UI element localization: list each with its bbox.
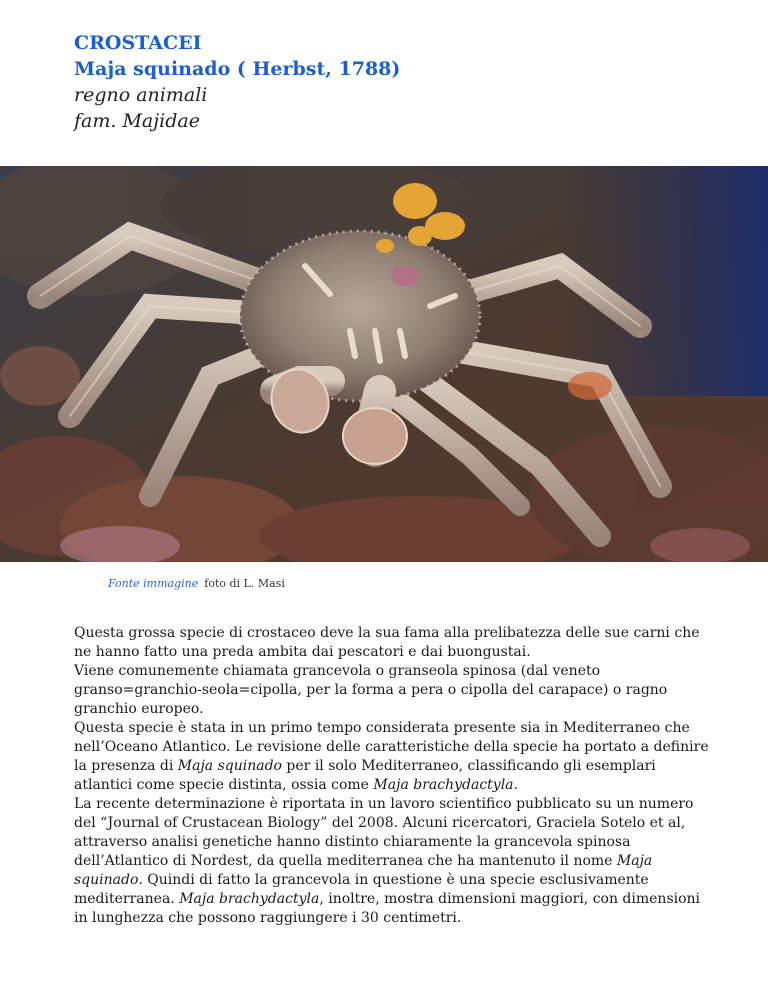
- family-label: fam. Majidae: [74, 110, 200, 132]
- category-title: CROSTACEI: [74, 32, 202, 54]
- photo-caption: [108, 577, 285, 591]
- paragraph-3: [74, 719, 714, 795]
- image-source-link[interactable]: Fonte immagine: [108, 577, 199, 590]
- species-title: Maja squinado ( Herbst, 1788): [74, 58, 401, 80]
- paragraph-1: Questa grossa specie di crostaceo deve la sua fama alla prelibatezza delle sue carni che ne hanno fatto una preda ambita dai pescatori e dai buongustai.: [74, 625, 700, 660]
- document-header: [74, 30, 714, 134]
- paragraph-4: [74, 795, 714, 928]
- kingdom-label: regno animali: [74, 84, 208, 106]
- paragraph-4-text-b: . Quindi di fatto la grancevola in questione è una specie esclusivamente mediterranea.: [74, 872, 649, 907]
- paragraph-4-text-c: , inoltre, mostra dimensioni maggiori, con dimensioni in lunghezza che possono raggiungere i 30 centimetri.: [74, 891, 701, 926]
- paragraph-3-text-a: Questa specie è stata in un primo tempo considerata presente sia in Mediterraneo che nell’Oceano Atlantico. Le revisione delle caratteristiche della specie ha portato a definire la presenza di: [74, 720, 709, 774]
- crab-photo-illustration: [0, 166, 768, 562]
- article-body: [74, 624, 714, 928]
- species-name-italic: Maja brachydactyla: [373, 777, 514, 793]
- photo-credit: foto di L. Masi: [204, 577, 285, 590]
- species-name-italic: Maja brachydactyla: [179, 891, 320, 907]
- species-name-italic: Maja squinado: [177, 758, 282, 774]
- paragraph-3-text-b: per il solo Mediterraneo, classificando gli esemplari atlantici come specie distinta, ossia come: [74, 758, 656, 793]
- paragraph-2: Viene comunemente chiamata grancevola o granseola spinosa (dal veneto granso=granchio-seola=cipolla, per la forma a pera o cipolla del carapace) o ragno granchio europeo.: [74, 663, 668, 717]
- crab-photo: [0, 166, 768, 562]
- paragraph-4-text-a: La recente determinazione è riportata in un lavoro scientifico pubblicato su un numero del “Journal of Crustacean Biology” del 2008. Alcuni ricercatori, Graciela Sotelo et al, attraverso analisi genetiche hanno distinto chiaramente la grancevola spinosa dell’Atlantico di Nordest, da quella mediterranea che ha mantenuto il nome: [74, 796, 694, 869]
- paragraph-3-text-c: .: [513, 777, 518, 793]
- species-name-italic: Maja squinado: [74, 853, 653, 888]
